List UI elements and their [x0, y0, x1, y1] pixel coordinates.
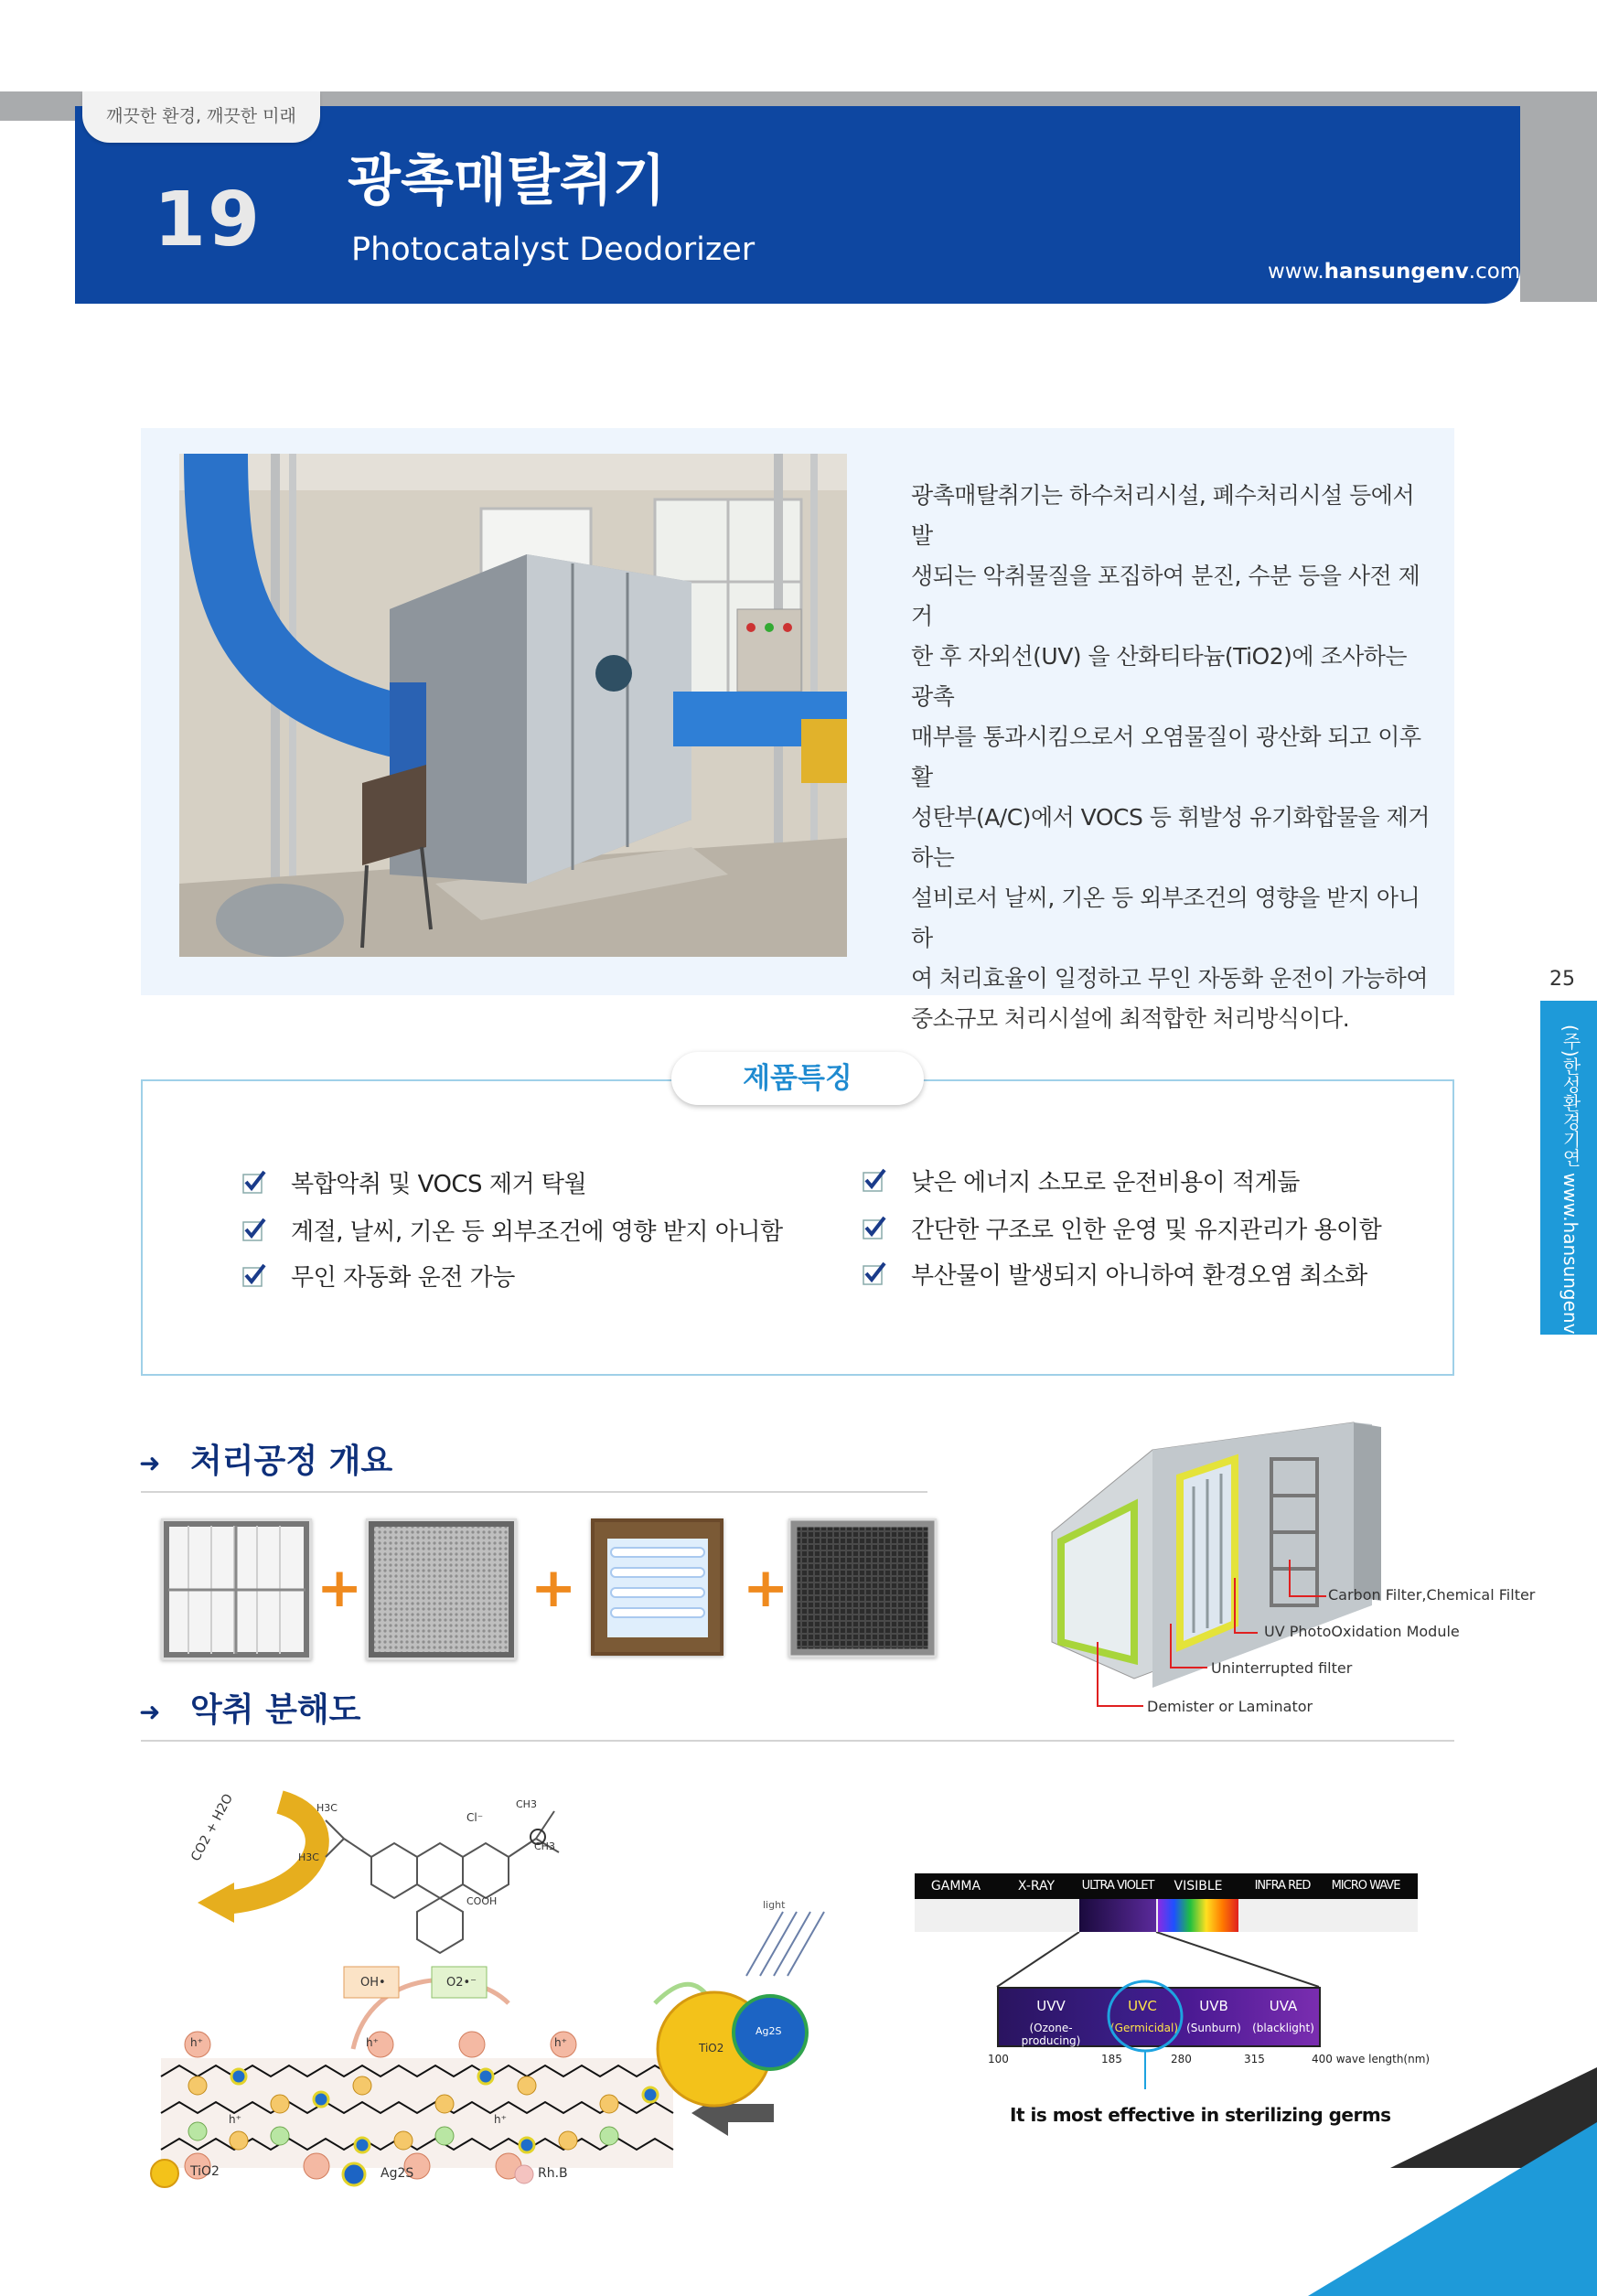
check-icon [862, 1261, 887, 1286]
spectrum-band: X-RAY [1017, 1879, 1056, 1894]
chem-label: Ag2S [756, 2025, 782, 2037]
uv-band-name: UVC [1128, 1998, 1157, 2014]
chem-label: h⁺ [494, 2113, 507, 2126]
intro-line: 매부를 통과시킴으로서 오염물질이 광산화 되고 이후 활 [911, 724, 1421, 790]
uv-band-sub: (Sunburn) [1186, 2022, 1241, 2034]
intro-line: 설비로서 날씨, 기온 등 외부조건의 영향을 받지 아니하 [911, 885, 1420, 951]
corner-decoration [1308, 2067, 1597, 2296]
spectrum-caption: It is most effective in sterilizing germs [1010, 2104, 1391, 2126]
check-icon [862, 1167, 887, 1193]
uv-band-name: UVA [1269, 1998, 1298, 2014]
arrow-right-icon: ➜ [139, 1697, 161, 1727]
chem-label: h⁺ [190, 2036, 203, 2049]
chem-label: h⁺ [554, 2036, 567, 2049]
arrow-right-icon: ➜ [139, 1448, 161, 1478]
feature-item: 무인 자동화 운전 가능 [291, 1264, 515, 1292]
intro-line: 한 후 자외선(UV) 을 산화티타늄(TiO2)에 조사하는 광촉 [911, 643, 1408, 710]
plus-icon: + [531, 1556, 577, 1620]
legend-label: Rh.B [538, 2166, 568, 2181]
page-title-ko: 광촉매탈취기 [348, 149, 666, 213]
chem-label: H3C [316, 1802, 338, 1814]
tio2-legend-icon [146, 2155, 183, 2192]
chem-label: TiO2 [699, 2042, 724, 2055]
uv-band-sub: (blacklight) [1252, 2022, 1314, 2034]
header-url[interactable]: www.hansungenv.com [1268, 260, 1521, 284]
features-title: 제품특징 [671, 1052, 924, 1105]
mesh-filter-image [366, 1518, 517, 1660]
chem-label: H3C [298, 1851, 319, 1863]
visible-band-fill [1158, 1899, 1238, 1932]
co2-label: CO2 + H2O [188, 1791, 237, 1864]
unit-cutaway-diagram [1043, 1413, 1518, 1724]
spectrum-band: VISIBLE [1174, 1879, 1223, 1894]
process-title: 처리공정 개요 [190, 1443, 393, 1480]
chem-label: h⁺ [229, 2113, 241, 2126]
section-rule [141, 1740, 1454, 1742]
decomp-title: 악취 분해도 [190, 1691, 361, 1729]
feature-item: 낮은 에너지 소모로 운전비용이 적게듦 [911, 1169, 1300, 1196]
equipment-photo [179, 454, 847, 957]
spectrum-band: ULTRA VIOLET [1081, 1879, 1154, 1893]
wavelength-tick: 280 [1171, 2053, 1192, 2065]
chem-label: O2•⁻ [446, 1976, 477, 1990]
intro-line: 중소규모 처리시설에 최적합한 처리방식이다. [911, 1005, 1350, 1032]
check-icon [241, 1169, 267, 1195]
prefilter-image [161, 1518, 312, 1660]
intro-description [911, 476, 1432, 1039]
intro-line: 생되는 악취물질을 포집하여 분진, 수분 등을 사전 제거 [911, 563, 1420, 629]
intro-line: 여 처리효율이 일정하고 무인 자동화 운전이 가능하여 [911, 965, 1428, 992]
check-icon [241, 1262, 267, 1288]
light-label: light [763, 1899, 786, 1911]
wavelength-tick: 185 [1101, 2053, 1122, 2065]
uv-band-sub: (Germicidal) [1110, 2022, 1179, 2034]
wavelength-tick: 315 [1244, 2053, 1265, 2065]
chem-label: OH• [360, 1976, 386, 1990]
section-rule [141, 1491, 927, 1493]
spectrum-band: GAMMA [930, 1879, 981, 1894]
check-icon [241, 1217, 267, 1242]
chem-label: Cl⁻ [466, 1811, 484, 1824]
intro-line: 성탄부(A/C)에서 VOCS 등 휘발성 유기화합물을 제거하는 [911, 804, 1430, 871]
chem-label: h⁺ [366, 2036, 379, 2049]
feature-item: 간단한 구조로 인한 운영 및 유지관리가 용이함 [911, 1217, 1382, 1244]
feature-item: 복합악취 및 VOCS 제거 탁월 [291, 1171, 587, 1198]
wavelength-tick: 100 [988, 2053, 1009, 2065]
plus-icon: + [743, 1556, 789, 1620]
uv-band-sub: (Ozone-producing) [1021, 2022, 1081, 2047]
uv-band-name: UVV [1036, 1998, 1066, 2014]
uv-module-image [591, 1518, 723, 1656]
page-number: 25 [1549, 968, 1575, 991]
intro-line: 광촉매탈취기는 하수처리시설, 폐수처리시설 등에서 발 [911, 482, 1415, 549]
diagram-label: UV PhotoOxidation Module [1264, 1623, 1460, 1640]
check-icon [862, 1215, 887, 1240]
legend-label: Ag2S [380, 2166, 414, 2181]
uv-band-name: UVB [1199, 1998, 1228, 2014]
chapter-number: 19 [154, 177, 263, 263]
header-tagline: 깨끗한 환경, 깨끗한 미래 [82, 91, 320, 143]
spectrum-band: INFRA RED [1254, 1879, 1311, 1893]
legend-label: TiO2 [190, 2164, 220, 2179]
chem-label: COOH [466, 1895, 498, 1907]
feature-item: 계절, 날씨, 기온 등 외부조건에 영향 받지 아니함 [291, 1218, 783, 1246]
chem-label: CH3 [534, 1840, 555, 1852]
uv-band-fill [1079, 1899, 1156, 1932]
uvc-highlight-circle [1103, 1972, 1195, 2091]
header-gray-edge [1520, 91, 1597, 302]
side-tab-text: (주)한성환경기연 www.hansungenv.com [1559, 1025, 1581, 1378]
rhb-legend-icon [512, 2162, 536, 2186]
ag2s-legend-icon [338, 2159, 370, 2190]
feature-item: 부산물이 발생되지 아니하여 환경오염 최소화 [911, 1262, 1367, 1290]
plus-icon: + [316, 1556, 363, 1620]
wavelength-tick: 400 wave length(nm) [1312, 2053, 1431, 2065]
diagram-label: Uninterrupted filter [1211, 1659, 1353, 1677]
chem-label: CH3 [516, 1798, 537, 1810]
photocatalysis-illustration [143, 1784, 838, 2205]
diagram-label: Carbon Filter,Chemical Filter [1328, 1586, 1536, 1604]
spectrum-band: MICRO WAVE [1331, 1879, 1400, 1893]
diagram-label: Demister or Laminator [1147, 1698, 1313, 1715]
page-title-en: Photocatalyst Deodorizer [351, 231, 756, 268]
carbon-filter-image [788, 1518, 937, 1658]
